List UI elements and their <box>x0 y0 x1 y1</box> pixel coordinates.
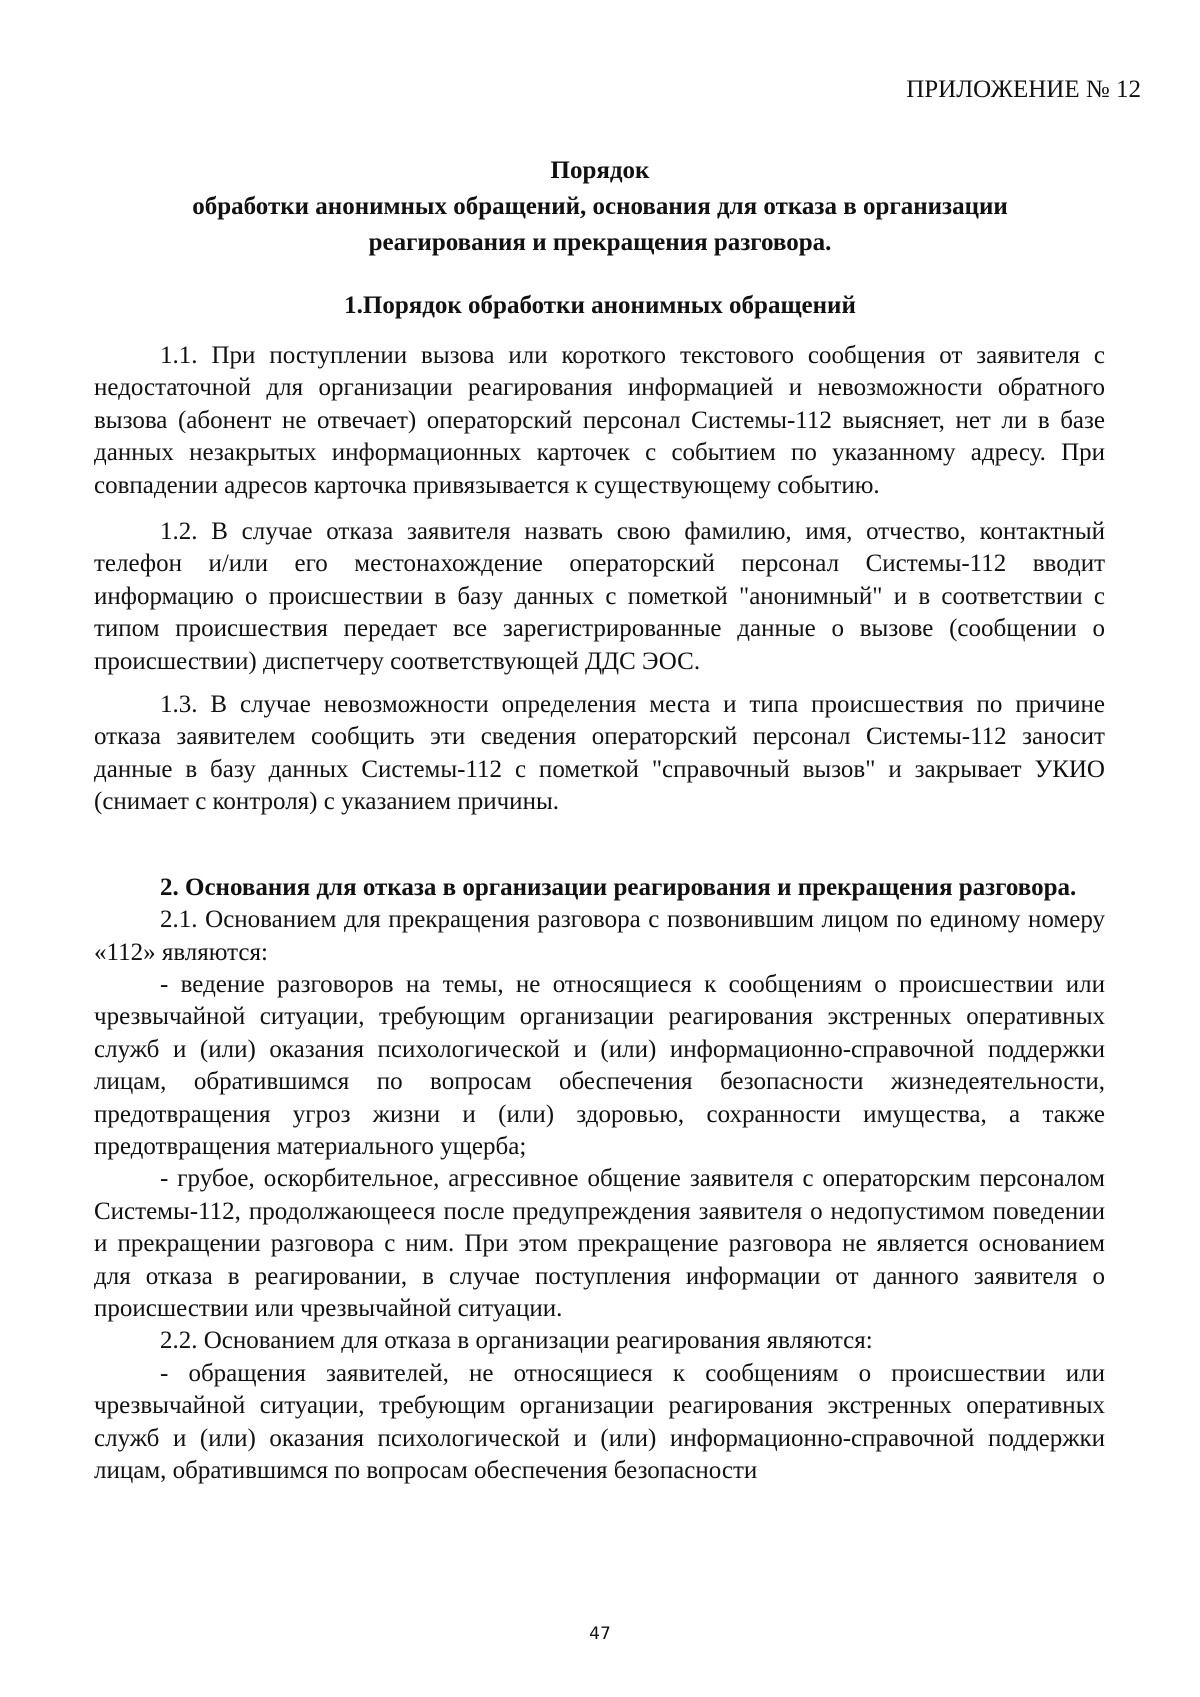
paragraph-2-2-item-1: - обращения заявителей, не относящиеся к сообщениям о происшествии или чрезвычайной ситуации, требующим организации реагирования экстренных оперативных служб и (или) оказания психологической и (или) информационно-справочной поддержки лицам, обратившимся по вопросам обеспечения безопасности <box>94 1359 1105 1484</box>
paragraph-1-2: 1.2. В случае отказа заявителя назвать свою фамилию, имя, отчество, контактный телефон и/или его местонахождение операторский персонал Системы-112 вводит информацию о происшествии в базу данных с пометкой "анонимный" и в соответствии с типом происшествия передает все зарегистрированные данные о вызове (сообщении о происшествии) диспетчеру соответствующей ДДС ЭОС. <box>94 518 1105 675</box>
document-title <box>0 153 1200 261</box>
paragraph-2-1: 2.1. Основанием для прекращения разговора с позвонившим лицом по единому номеру «112» являются: <box>94 906 1105 966</box>
paragraph-1-1: 1.1. При поступлении вызова или короткого текстового сообщения от заявителя с недостаточной для организации реагирования информацией и невозможности обратного вызова (абонент не отвечает) операторский персонал Системы-112 выясняет, нет ли в базе данных незакрытых информационных карточек с событием по указанному адресу. При совпадении адресов карточка привязывается к существующему событию. <box>94 342 1105 499</box>
title-line-2: обработки анонимных обращений, основания для отказа в организации <box>192 193 1008 220</box>
paragraph-1-3: 1.3. В случае невозможности определения места и типа происшествия по причине отказа заявителем сообщить эти сведения операторский персонал Системы-112 заносит данные в базу данных Системы-112 с пометкой "справочный вызов" и закрывает УКИО (снимает с контроля) с указанием причины. <box>94 691 1105 816</box>
document-body <box>94 340 1105 1487</box>
paragraph-2-1-item-1: - ведение разговоров на темы, не относящиеся к сообщениям о происшествии или чрезвычайной ситуации, требующим организации реагирования экстренных оперативных служб и (или) оказания психологической и (или) информационно-справочной поддержки лицам, обратившимся по вопросам обеспечения безопасности жизнедеятельности, предотвращения угроз жизни и (или) здоровью, сохранности имущества, а также предотвращения материального ущерба; <box>94 970 1105 1160</box>
paragraph-2-2: 2.2. Основанием для отказа в организации реагирования являются: <box>160 1327 873 1355</box>
title-line-1: Порядок <box>550 157 650 184</box>
section-2-heading: 2. Основания для отказа в организации реагирования и прекращения разговора. <box>160 873 1077 901</box>
appendix-label: ПРИЛОЖЕНИЕ № 12 <box>906 76 1141 103</box>
paragraph-2-1-item-2: - грубое, оскорбительное, агрессивное общение заявителя с операторским персоналом Системы-112, продолжающееся после предупреждения заявителя о недопустимом поведении и прекращении разговора с ним. При этом прекращение разговора не является основанием для отказа в реагировании, в случае поступления информации от данного заявителя о происшествии или чрезвычайной ситуации. <box>94 1165 1105 1322</box>
section-1-heading: 1.Порядок обработки анонимных обращений <box>344 292 856 319</box>
title-line-3: реагирования и прекращения разговора. <box>368 229 832 256</box>
page-number: 47 <box>589 1624 611 1644</box>
